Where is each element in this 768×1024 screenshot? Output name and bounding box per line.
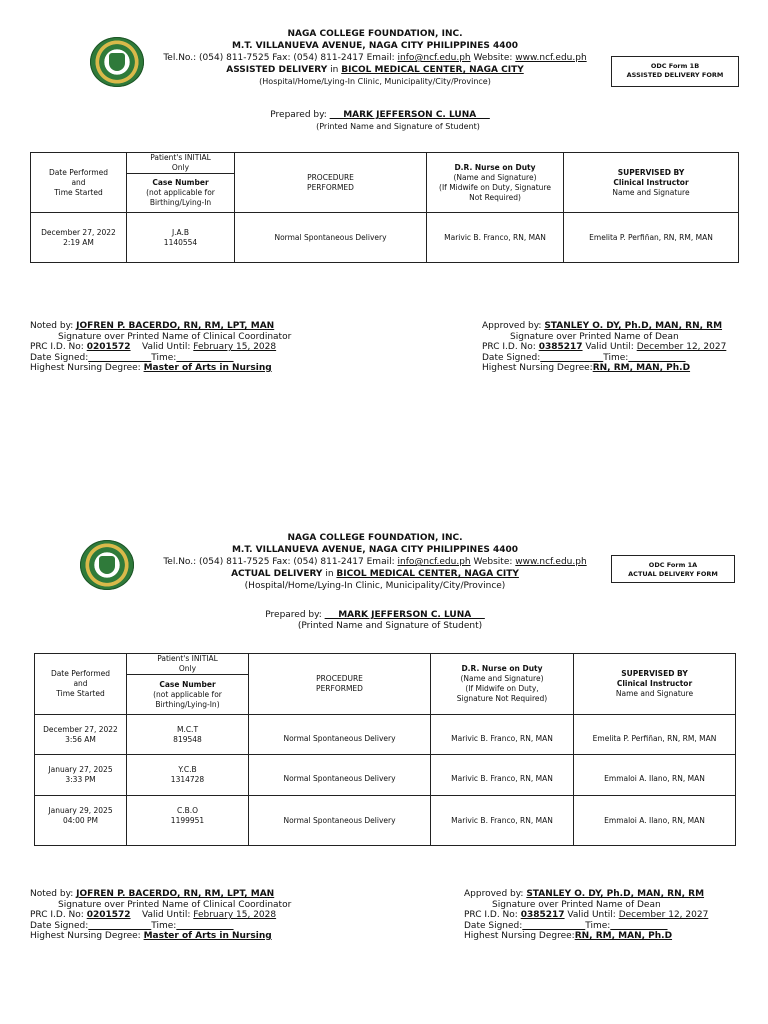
col-nurse-header: D.R. Nurse on Duty (Name and Signature) (If Midwife on Duty, Signature Not Required): [431, 654, 574, 715]
location-note: (Hospital/Home/Lying-In Clinic, Municipality/City/Province): [244, 581, 506, 591]
school-name: NAGA COLLEGE FOUNDATION, INC.: [287, 29, 463, 39]
prepared-note: (Printed Name and Signature of Student): [316, 122, 480, 131]
patient-cell: J.A.B 1140554: [127, 213, 235, 263]
school-address: M.T. VILLANUEVA AVENUE, NAGA CITY PHILIPPINES 4400: [231, 545, 519, 555]
col-supervisor-header: SUPERVISED BY Clinical Instructor Name and Signature: [574, 654, 736, 715]
prepared-note: (Printed Name and Signature of Student): [297, 621, 483, 631]
date-cell: December 27, 2022 2:19 AM: [31, 213, 127, 263]
delivery-title: ACTUAL DELIVERY in BICOL MEDICAL CENTER, NAGA CITY: [231, 569, 519, 579]
col-date-header: Date Performed and Time Started: [31, 153, 127, 213]
nurse-cell: Marivic B. Franco, RN, MAN: [431, 755, 574, 796]
dean-name: STANLEY O. DY, Ph.D, MAN, RN, RM: [526, 889, 705, 899]
email-link[interactable]: info@ncf.edu.ph: [397, 557, 471, 567]
contact-line: Tel.No.: (054) 811-7525 Fax: (054) 811-2417 Email: info@ncf.edu.ph Website: www.ncf.edu.ph: [163, 53, 587, 63]
date-cell: January 29, 2025 04:00 PM: [35, 796, 127, 846]
hospital-name: BICOL MEDICAL CENTER, NAGA CITY: [341, 65, 524, 75]
date-cell: January 27, 2025 3:33 PM: [35, 755, 127, 796]
col-case-header: Case Number (not applicable for Birthing/Lying-In: [127, 174, 235, 213]
prepared-by: Prepared by: ___MARK JEFFERSON C. LUNA___ (Printed Name and Signature of Student): [225, 610, 525, 632]
contact-line: Tel.No.: (054) 811-7525 Fax: (054) 811-2417 Email: info@ncf.edu.ph Website: www.ncf.edu.ph: [163, 557, 587, 567]
nurse-cell: Marivic B. Franco, RN, MAN: [431, 715, 574, 755]
patient-cell: C.B.O 1199951: [127, 796, 249, 846]
col-procedure-header: PROCEDURE PERFORMED: [235, 153, 427, 213]
noted-by-block: Noted by: JOFREN P. BACERDO, RN, RM, LPT, MAN Signature over Printed Name of Clinical Coordinator PRC I.D. No: 0201572 Valid Until: February 15, 2028 Date Signed: Time: Highest Nursing Degree: Master of Arts in Nursing: [30, 321, 292, 373]
procedure-cell: Normal Spontaneous Delivery: [249, 796, 431, 846]
form-name: ASSISTED DELIVERY FORM: [626, 71, 724, 79]
website-link[interactable]: www.ncf.edu.ph: [515, 557, 587, 567]
table-row: [35, 796, 736, 846]
supervisor-cell: Emelita P. Perfiñan, RN, RM, MAN: [574, 715, 736, 755]
nurse-cell: Marivic B. Franco, RN, MAN: [431, 796, 574, 846]
form-header: [140, 532, 610, 592]
supervisor-cell: Emmaloi A. Ilano, RN, MAN: [574, 755, 736, 796]
coordinator-name: JOFREN P. BACERDO, RN, RM, LPT, MAN: [76, 889, 275, 899]
patient-cell: M.C.T 819548: [127, 715, 249, 755]
school-address: M.T. VILLANUEVA AVENUE, NAGA CITY PHILIPPINES 4400: [231, 41, 519, 51]
dean-name: STANLEY O. DY, Ph.D, MAN, RN, RM: [544, 321, 723, 331]
supervisor-cell: Emmaloi A. Ilano, RN, MAN: [574, 796, 736, 846]
delivery-title: ASSISTED DELIVERY in BICOL MEDICAL CENTER, NAGA CITY: [226, 65, 524, 75]
email-link[interactable]: info@ncf.edu.ph: [397, 53, 471, 63]
location-note: (Hospital/Home/Lying-In Clinic, Municipality/City/Province): [259, 77, 491, 86]
delivery-table: [34, 653, 736, 846]
prepared-by: Prepared by: ___MARK JEFFERSON C. LUNA___ (Printed Name and Signature of Student): [230, 110, 530, 132]
student-name: ___MARK JEFFERSON C. LUNA___: [324, 610, 485, 620]
table-row: [35, 755, 736, 796]
col-date-header: Date Performed and Time Started: [35, 654, 127, 715]
col-procedure-header: PROCEDURE PERFORMED: [249, 654, 431, 715]
form-code: ODC Form 1A: [648, 561, 698, 569]
supervisor-cell: Emelita P. Perfiñan, RN, RM, MAN: [564, 213, 739, 263]
approved-by-block: Approved by: STANLEY O. DY, Ph.D, MAN, RN, RM Signature over Printed Name of Dean PRC I.D. No: 0385217 Valid Until: December 12, 2027 Date Signed: Time: Highest Nursing Degree:RN, RM, MAN, Ph.D: [464, 889, 709, 941]
website-link[interactable]: www.ncf.edu.ph: [515, 53, 587, 63]
student-name: ___MARK JEFFERSON C. LUNA___: [329, 110, 490, 120]
table-row: [35, 715, 736, 755]
approved-by-block: Approved by: STANLEY O. DY, Ph.D, MAN, RN, RM Signature over Printed Name of Dean PRC I.D. No: 0385217 Valid Until: December 12, 2027 Date Signed: Time: Highest Nursing Degree:RN, RM, MAN, Ph.D: [482, 321, 727, 373]
procedure-cell: Normal Spontaneous Delivery: [235, 213, 427, 263]
date-cell: December 27, 2022 3:56 AM: [35, 715, 127, 755]
college-seal-logo: [80, 540, 134, 590]
col-initial-header: Patient's INITIAL Only: [127, 153, 235, 174]
school-name: NAGA COLLEGE FOUNDATION, INC.: [287, 533, 463, 543]
procedure-cell: Normal Spontaneous Delivery: [249, 715, 431, 755]
form-name: ACTUAL DELIVERY FORM: [628, 570, 718, 578]
col-initial-header: Patient's INITIAL Only: [127, 654, 249, 675]
noted-by-block: Noted by: JOFREN P. BACERDO, RN, RM, LPT, MAN Signature over Printed Name of Clinical Coordinator PRC I.D. No: 0201572 Valid Until: February 15, 2028 Date Signed: Time: Highest Nursing Degree: Master of Arts in Nursing: [30, 889, 292, 941]
form-code-box: [611, 555, 735, 583]
coordinator-name: JOFREN P. BACERDO, RN, RM, LPT, MAN: [76, 321, 275, 331]
hospital-name: BICOL MEDICAL CENTER, NAGA CITY: [336, 569, 519, 579]
col-nurse-header: D.R. Nurse on Duty (Name and Signature) (If Midwife on Duty, Signature Not Required): [427, 153, 564, 213]
form-code: ODC Form 1B: [650, 62, 700, 70]
col-case-header: Case Number (not applicable for Birthing/Lying-In): [127, 675, 249, 715]
patient-cell: Y.C.B 1314728: [127, 755, 249, 796]
nurse-cell: Marivic B. Franco, RN, MAN: [427, 213, 564, 263]
col-supervisor-header: SUPERVISED BY Clinical Instructor Name and Signature: [564, 153, 739, 213]
procedure-cell: Normal Spontaneous Delivery: [249, 755, 431, 796]
